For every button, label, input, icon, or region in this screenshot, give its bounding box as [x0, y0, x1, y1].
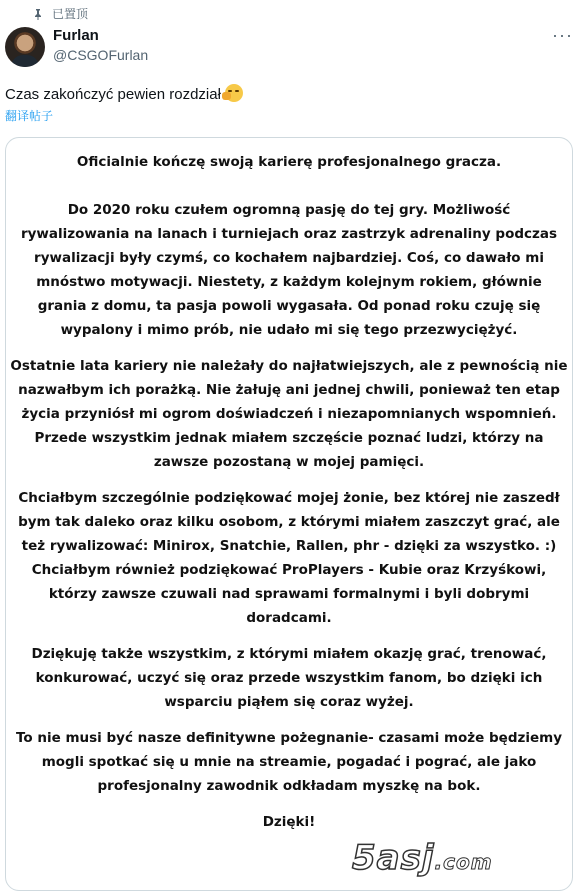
- document-line: mnóstwo motywacji. Niestety, z każdym kolejnym rokiem, głównie: [36, 274, 542, 290]
- document-line: zawsze pozostaną w mojej pamięci.: [153, 454, 425, 470]
- document-line: nazwałbym ich porażką. Nie żałuję ani jednej chwili, ponieważ ten etap: [18, 382, 560, 398]
- tweet-body: Czas zakończyć pewien rozdział: [5, 86, 221, 103]
- document-paragraph: [6, 726, 572, 798]
- document-line: życia przyniósł mi ogrom doświadczeń i niezapomnianych wspomnień.: [21, 406, 557, 422]
- document-line: też rywalizować: Minirox, Snatchie, Rallen, phr - dzięki za wszystko. :): [21, 538, 557, 554]
- watermark-suffix: .com: [434, 850, 493, 874]
- document-line: wsparciu piąłem się coraz wyżej.: [164, 694, 414, 710]
- watermark-logo: [352, 838, 493, 878]
- pinned-label: 已置顶: [52, 7, 89, 21]
- document-line: doradcami.: [246, 610, 332, 626]
- document-line: rywalizowania na lanach i turniejach oraz zastrzyk adrenaliny podczas: [20, 226, 558, 242]
- document-line: rywalizacji były czymś, co kochałem najbardziej. Coś, co dawało mi: [34, 250, 544, 266]
- author-handle[interactable]: @CSGOFurlan: [53, 47, 149, 63]
- document-line: mogli spotkać się u mnie na streamie, pogadać i pograć, ale jako: [41, 754, 537, 770]
- avatar[interactable]: [5, 27, 45, 67]
- document-line: wypalony i mimo prób, nie udało mi się tego przezwyciężyć.: [60, 322, 518, 338]
- document-paragraph: [6, 198, 572, 342]
- author-name[interactable]: Furlan: [53, 27, 99, 44]
- watermark-main: 5asj: [352, 838, 435, 878]
- document-line: To nie musi być nasze definitywne pożegnanie- czasami może będziemy: [15, 730, 562, 746]
- document-line: Chciałbym szczególnie podziękować mojej żonie, bez której nie zaszedł: [18, 490, 560, 506]
- document-line: konkurować, uczyć się oraz przede wszystkim fanom, bo dzięki ich: [35, 670, 543, 686]
- document-closing: Dzięki!: [262, 814, 316, 830]
- document-paragraph: [6, 486, 572, 630]
- document-line: bym tak daleko oraz kilku osobom, z którymi miałem zaszczyt grać, ale: [18, 514, 560, 530]
- announcement-document: [6, 150, 572, 834]
- document-title: Oficialnie kończę swoją karierę profesjonalnego gracza.: [76, 154, 502, 170]
- tweet-text: [5, 84, 243, 103]
- document-line: Dziękuję także wszystkim, z którymi miałem okazję grać, trenować,: [31, 646, 547, 662]
- saluting-face-emoji-icon: [225, 84, 243, 102]
- pinned-indicator: [32, 5, 88, 22]
- document-paragraph: [6, 642, 572, 714]
- document-paragraph: [6, 354, 572, 474]
- pin-icon: [32, 8, 44, 20]
- document-line: grania z domu, ta pasja powoli wygasała. Od ponad roku czuję się: [37, 298, 541, 314]
- document-line: Przede wszystkim jednak miałem szczęście poznać ludzi, którzy na: [34, 430, 544, 446]
- more-options-icon[interactable]: ···: [552, 25, 573, 45]
- document-line: Do 2020 roku czułem ogromną pasję do tej gry. Możliwość: [67, 202, 511, 218]
- document-line: profesjonalny zawodnik odkładam myszkę na bok.: [97, 778, 481, 794]
- attached-image-card[interactable]: [5, 137, 573, 891]
- document-line: Chciałbym również podziękować ProPlayers - Kubie oraz Krzyśkowi,: [31, 562, 547, 578]
- document-line: Ostatnie lata kariery nie należały do najłatwiejszych, ale z pewnością nie: [10, 358, 568, 374]
- document-line: którzy zawsze czuwali nad sprawami formalnymi i byli dobrymi: [48, 586, 530, 602]
- translate-link[interactable]: 翻译帖子: [5, 109, 54, 123]
